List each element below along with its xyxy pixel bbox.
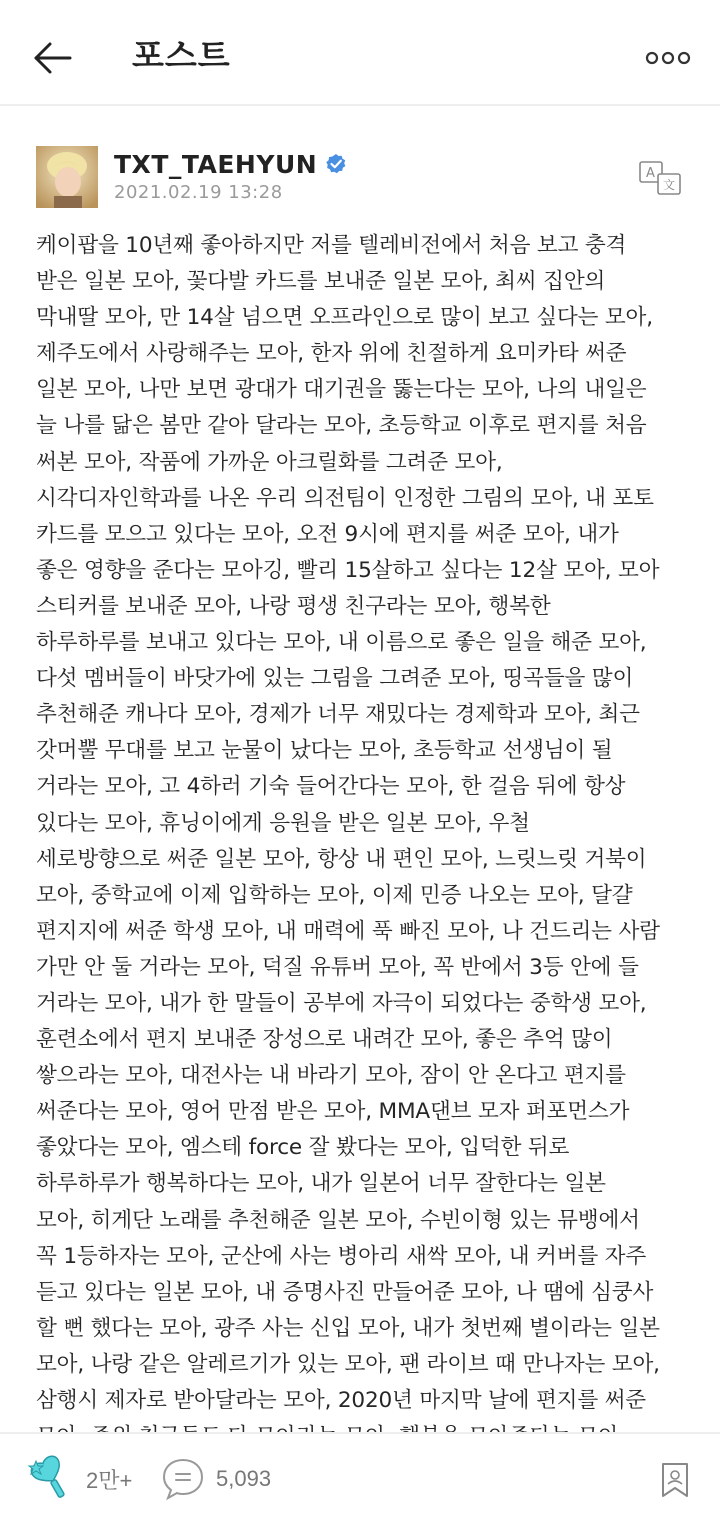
post-text-line: 제주도에서 사랑해주는 모아, 한자 위에 친절하게 요미카타 써준 xyxy=(36,341,627,367)
post-text-line: 좋았다는 모아, 엠스테 force 잘 봤다는 모아, 입덕한 뒤로 xyxy=(36,1135,570,1161)
like-button[interactable] xyxy=(28,1454,132,1504)
post-text-line: 거라는 모아, 내가 한 말들이 공부에 자극이 되었다는 중학생 모아, xyxy=(36,990,647,1016)
post-text-line: 써본 모아, 작품에 가까운 아크릴화를 그려준 모아, xyxy=(36,449,503,475)
post-text-line: 모아, 나랑 같은 알레르기가 있는 모아, 팬 라이브 때 만나자는 모아, xyxy=(36,1351,660,1377)
comment-bubble-icon xyxy=(160,1456,206,1502)
post-text-line: 할 뻔 했다는 모아, 광주 사는 신입 모아, 내가 첫번째 별이라는 일본 xyxy=(36,1315,660,1341)
translate-button[interactable] xyxy=(638,160,684,196)
post-text-line: 받은 일본 모아, 꽃다발 카드를 보내준 일본 모아, 최씨 집안의 xyxy=(36,269,606,295)
post-content xyxy=(36,228,688,1430)
arrow-left-icon xyxy=(28,34,76,82)
post-text-line: 쌓으라는 모아, 대전사는 내 바라기 모아, 잠이 안 온다고 편지를 xyxy=(36,1063,626,1089)
more-options-button[interactable] xyxy=(644,40,692,76)
post-text-line: 다섯 멤버들이 바닷가에 있는 그림을 그려준 모아, 띵곡들을 많이 xyxy=(36,666,634,692)
verified-badge-icon xyxy=(325,153,347,175)
more-dots-icon xyxy=(644,40,692,76)
author-name[interactable]: TXT_TAEHYUN xyxy=(114,149,318,179)
comment-count: 5,093 xyxy=(216,1466,272,1491)
translate-icon xyxy=(638,160,684,196)
post-text-line: 일본 모아, 나만 보면 광대가 대기권을 뚫는다는 모아, 나의 내일은 xyxy=(36,377,647,403)
post-text-line: 하루하루를 보내고 있다는 모아, 내 이름으로 좋은 일을 해준 모아, xyxy=(36,630,647,656)
post-text-line: 케이팝을 10년째 좋아하지만 저를 텔레비전에서 처음 보고 충격 xyxy=(36,233,627,258)
like-count: 2만+ xyxy=(86,1467,133,1493)
post-text-line: 좋은 영향을 준다는 모아깅, 빨리 15살하고 싶다는 12살 모아, 모아 xyxy=(36,557,660,583)
post-text-line: 삼행시 제자로 받아달라는 모아, 2020년 마지막 날에 편지를 써준 xyxy=(36,1388,646,1413)
post-text-line: 모아, 중학교에 이제 입학하는 모아, 이제 민증 나오는 모아, 달걀 xyxy=(36,882,633,908)
post-text-line: 스티커를 보내준 모아, 나랑 평생 친구라는 모아, 행복한 xyxy=(36,593,551,619)
post-text-line: 시각디자인학과를 나온 우리 의전팀이 인정한 그림의 모아, 내 포토 xyxy=(36,485,654,511)
post-text-line: 세로방향으로 써준 일본 모아, 항상 내 편인 모아, 느릿느릿 거북이 xyxy=(36,846,647,872)
post-text-line: 써준다는 모아, 영어 만점 받은 모아, MMA댄브 모자 퍼포먼스가 xyxy=(36,1099,630,1125)
post-text-line: 훈련소에서 편지 보내준 장성으로 내려간 모아, 좋은 추억 많이 xyxy=(36,1027,613,1053)
post-text-line: 가만 안 둘 거라는 모아, 덕질 유튜버 모아, 꼭 반에서 3등 안에 들 xyxy=(36,954,639,980)
post-text-line: 듣고 있다는 일본 모아, 내 증명사진 만들어준 모아, 나 땜에 심쿵사 xyxy=(36,1279,654,1305)
author-name-row xyxy=(114,148,347,180)
post-text-line: 갓머뿔 무대를 보고 눈물이 났다는 모아, 초등학교 선생님이 될 xyxy=(36,738,613,764)
bookmark-icon xyxy=(660,1462,690,1498)
post-text-line: 카드를 모으고 있다는 모아, 오전 9시에 편지를 써준 모아, 내가 xyxy=(36,521,619,547)
avatar[interactable] xyxy=(36,146,98,208)
bookmark-button[interactable] xyxy=(660,1462,690,1498)
page-title: 포스트 xyxy=(132,36,231,75)
post-text-line: 모아, 히게단 노래를 추천해준 일본 모아, 수빈이형 있는 뮤뱅에서 xyxy=(36,1207,640,1233)
post-text-line: 늘 나를 닮은 봄만 같아 달라는 모아, 초등학교 이후로 편지를 처음 xyxy=(36,413,647,439)
bottom-action-bar xyxy=(0,1432,720,1526)
post-text-line: 추천해준 캐나다 모아, 경제가 너무 재밌다는 경제학과 모아, 최근 xyxy=(36,702,640,728)
post-timestamp: 2021.02.19 13:28 xyxy=(114,182,283,203)
post-text-line: 하루하루가 행복하다는 모아, 내가 일본어 너무 잘한다는 일본 xyxy=(36,1171,606,1197)
post-text-line: 꼭 1등하자는 모아, 군산에 사는 병아리 새싹 모아, 내 커버를 자주 xyxy=(36,1243,646,1269)
fan-heart-lightstick-icon xyxy=(28,1455,76,1503)
back-button[interactable] xyxy=(28,34,76,82)
post-text-line: 거라는 모아, 고 4하러 기숙 들어간다는 모아, 한 걸음 뒤에 항상 xyxy=(36,774,626,800)
top-app-bar xyxy=(0,0,720,106)
post-text-line: 편지지에 써준 학생 모아, 내 매력에 푹 빠진 모아, 나 건드리는 사람 xyxy=(36,918,660,944)
profile-photo xyxy=(36,146,98,208)
post-text-line: 막내딸 모아, 만 14살 넘으면 오프라인으로 많이 보고 싶다는 모아, xyxy=(36,305,653,331)
comment-button[interactable] xyxy=(160,1454,271,1504)
svg-text:文: 文 xyxy=(663,178,676,192)
svg-text:A: A xyxy=(646,166,655,181)
post-text-line: 있다는 모아, 휴닝이에게 응원을 받은 일본 모아, 우철 xyxy=(36,810,530,836)
